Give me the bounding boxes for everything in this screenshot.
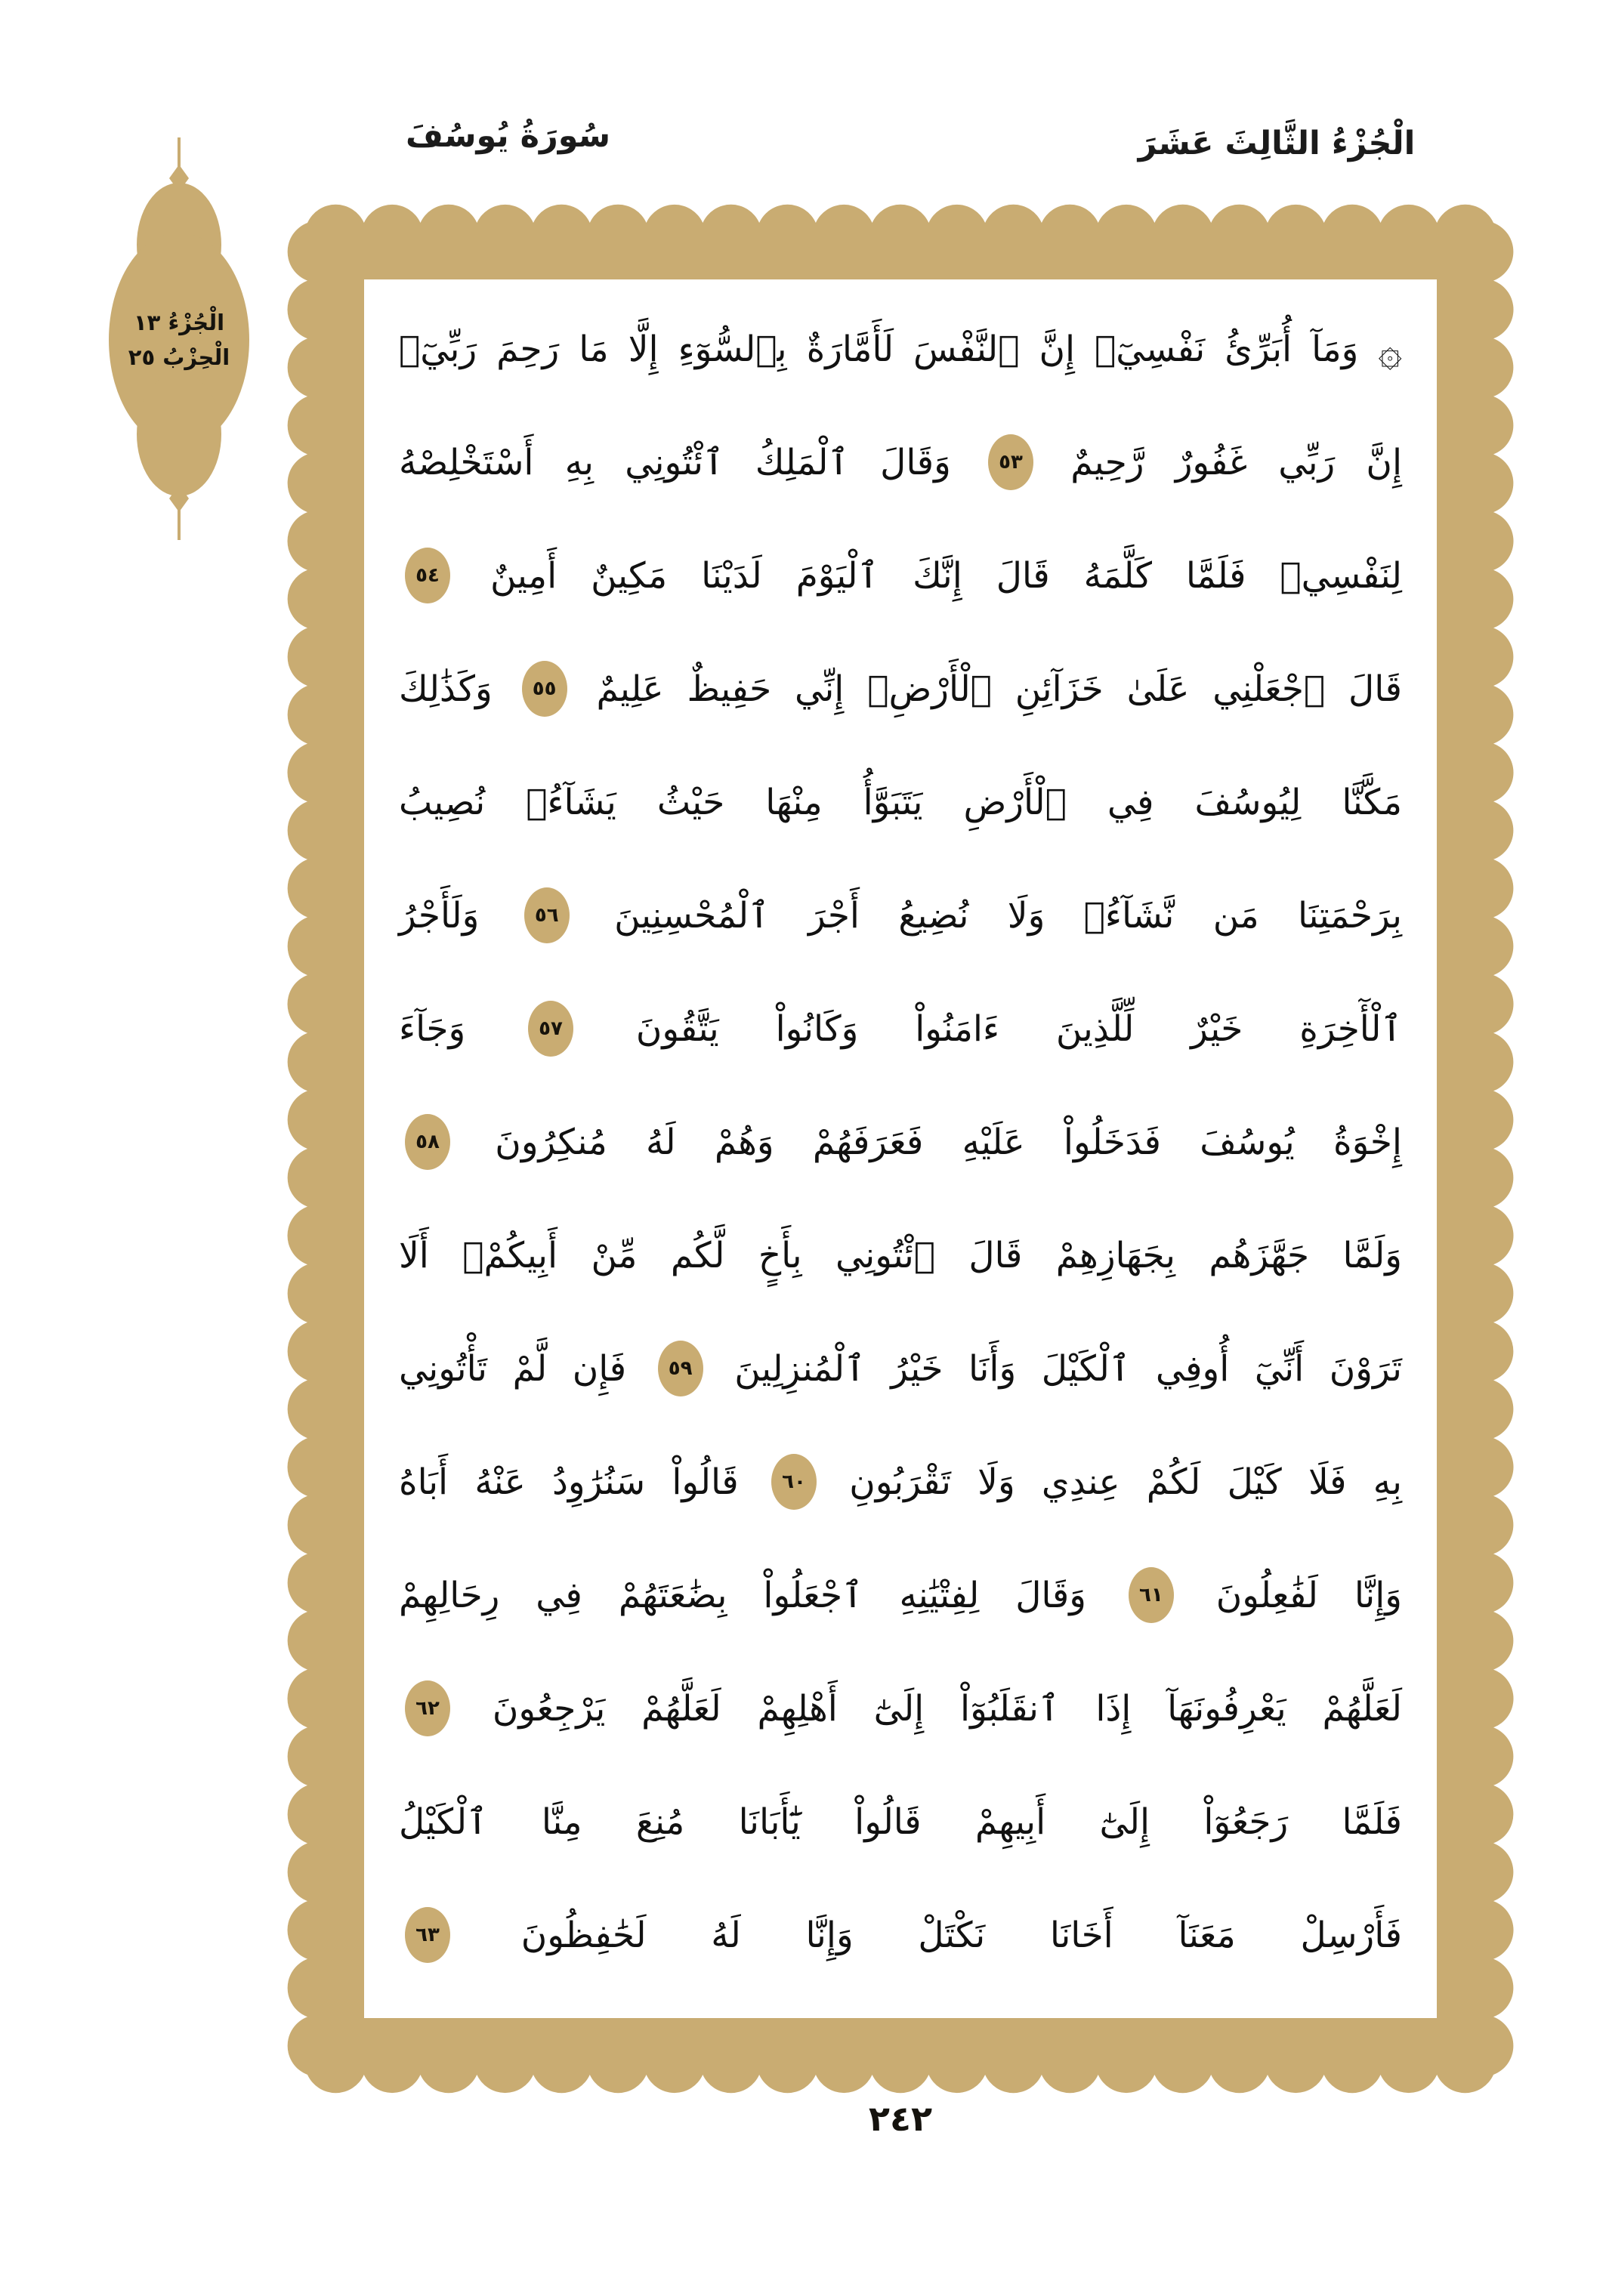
- quran-text: ٱلْأٓخِرَةِ خَيْرٌ لِّلَّذِينَ ءَامَنُواْ وَكَانُواْ يَتَّقُونَ: [635, 1008, 1402, 1050]
- quran-line: [399, 406, 1402, 520]
- quran-line: [399, 1653, 1402, 1766]
- ayah-number: ٥٣: [999, 450, 1023, 474]
- ayah-number: ٥٤: [415, 563, 440, 587]
- quran-line: [399, 746, 1402, 859]
- ayah-number: ٦٣: [415, 1923, 440, 1946]
- quran-text: قَالَ ٱجْعَلْنِي عَلَىٰ خَزَآئِنِ ٱلْأَرْضِۖ إِنِّي حَفِيظٌ عَلِيمٌ: [596, 668, 1402, 710]
- medallion-labels: [100, 305, 258, 375]
- medallion-juz-label: الْجُزْءُ ١٣: [133, 310, 225, 335]
- medallion-stem-bottom: [178, 508, 181, 540]
- quran-line: [399, 1086, 1402, 1199]
- quran-text: وَكَذَٰلِكَ: [399, 668, 493, 710]
- quran-text: لِنَفْسِيۖ فَلَمَّا كَلَّمَهُ قَالَ إِنَّكَ ٱلْيَوْمَ لَدَيْنَا مَكِينٌ أَمِينٌ: [490, 555, 1402, 597]
- quran-text: وَقَالَ لِفِتْيَٰنِهِ ٱجْعَلُواْ بِضَٰعَتَهُمْ فِي رِحَالِهِمْ: [399, 1575, 1086, 1616]
- medallion-dome-bottom: [137, 372, 221, 496]
- ayah-end-marker: [522, 661, 567, 717]
- ayah-number: ٦٢: [415, 1696, 440, 1720]
- quran-text: مَكَّنَّا لِيُوسُفَ فِي ٱلْأَرْضِ يَتَبَوَّأُ مِنْهَا حَيْثُ يَشَآءُۚ نُصِيبُ: [399, 782, 1402, 823]
- ayah-end-marker: [528, 1001, 573, 1057]
- ayah-number: ٥٩: [668, 1356, 693, 1380]
- ayah-end-marker: [405, 1114, 450, 1170]
- juz-hizb-medallion: [100, 137, 258, 540]
- ayah-number: ٥٧: [539, 1017, 563, 1040]
- quran-text: تَرَوْنَ أَنِّيٓ أُوفِي ٱلْكَيْلَ وَأَنَا خَيْرُ ٱلْمُنزِلِينَ: [734, 1348, 1402, 1390]
- quran-text: لَعَلَّهُمْ يَعْرِفُونَهَآ إِذَا ٱنقَلَبُوٓاْ إِلَىٰٓ أَهْلِهِمْ لَعَلَّهُمْ يَرْجِعُونَ: [492, 1688, 1402, 1730]
- ayah-end-marker: [405, 1907, 450, 1963]
- juz-title: الْجُزْءُ الثَّالِثَ عَشَرَ: [1138, 125, 1416, 162]
- quran-line: [399, 1539, 1402, 1653]
- quran-line: [399, 1199, 1402, 1313]
- quran-line: [399, 1426, 1402, 1539]
- quran-text: فَأَرْسِلْ مَعَنَآ أَخَانَا نَكْتَلْ وَإِنَّا لَهُ لَحَٰفِظُونَ: [520, 1915, 1402, 1956]
- ayah-end-marker: [771, 1454, 817, 1510]
- hizb-quarter-icon: ۞: [1378, 327, 1402, 375]
- quran-line: [399, 1313, 1402, 1426]
- ayah-end-marker: [1129, 1567, 1174, 1623]
- ayah-end-marker: [658, 1341, 703, 1396]
- quran-line: [399, 973, 1402, 1086]
- quran-text: فَإِن لَّمْ تَأْتُونِي: [399, 1348, 627, 1390]
- quran-line: [399, 859, 1402, 973]
- quran-line: [399, 633, 1402, 746]
- ayah-number: ٥٨: [415, 1130, 440, 1153]
- medallion-hizb-label: الْحِزْبُ ٢٥: [128, 344, 230, 370]
- quran-text: إِنَّ رَبِّي غَفُورٌ رَّحِيمٌ: [1070, 442, 1403, 483]
- ayah-number: ٦٠: [782, 1470, 806, 1493]
- quran-line: [399, 1766, 1402, 1879]
- quran-text: وَقَالَ ٱلْمَلِكُ ٱئْتُونِي بِهِ أَسْتَخْلِصْهُ: [399, 442, 951, 483]
- quran-text: فَلَمَّا رَجَعُوٓاْ إِلَىٰٓ أَبِيهِمْ قَالُواْ يَٰٓأَبَانَا مُنِعَ مِنَّا ٱلْكَيْلُ: [399, 1801, 1402, 1843]
- ayah-number: ٦١: [1138, 1583, 1163, 1606]
- ayah-end-marker: [524, 887, 570, 943]
- quran-text: بِهِ فَلَا كَيْلَ لَكُمْ عِندِي وَلَا تَقْرَبُونِ: [849, 1461, 1402, 1503]
- surah-title: سُورَةُ يُوسُفَ: [406, 117, 610, 155]
- quran-text: بِرَحْمَتِنَا مَن نَّشَآءُۖ وَلَا نُضِيعُ أَجْرَ ٱلْمُحْسِنِينَ: [614, 895, 1402, 937]
- ayah-end-marker: [988, 434, 1033, 490]
- page-number: ٢٤٢: [868, 2098, 933, 2139]
- ayah-number: ٥٥: [532, 677, 557, 700]
- quran-text: وَلَمَّا جَهَّزَهُم بِجَهَازِهِمْ قَالَ ٱئْتُونِي بِأَخٍ لَّكُم مِّنْ أَبِيكُمْۚ أَلَا: [399, 1235, 1402, 1276]
- ayah-end-marker: [405, 1680, 450, 1736]
- ayah-end-marker: [405, 548, 450, 603]
- quran-line: [399, 293, 1402, 406]
- quran-text: وَمَآ أُبَرِّئُ نَفْسِيٓۚ إِنَّ ٱلنَّفْسَ لَأَمَّارَةٌ بِٱلسُّوٓءِ إِلَّا مَا رَحِمَ رَبِّيٓۚ: [399, 329, 1359, 370]
- quran-line: [399, 1879, 1402, 1992]
- quran-lines: [364, 281, 1437, 2015]
- quran-text: قَالُواْ سَنُرَٰوِدُ عَنْهُ أَبَاهُ: [399, 1461, 739, 1503]
- quran-text: وَلَأَجْرُ: [399, 895, 480, 937]
- ayah-number: ٥٦: [534, 903, 559, 927]
- quran-line: [399, 520, 1402, 633]
- quran-text: وَجَآءَ: [399, 1008, 466, 1050]
- quran-text: إِخْوَةُ يُوسُفَ فَدَخَلُواْ عَلَيْهِ فَعَرَفَهُمْ وَهُمْ لَهُ مُنكِرُونَ: [495, 1122, 1402, 1163]
- quran-text: وَإِنَّا لَفَٰعِلُونَ: [1215, 1575, 1402, 1616]
